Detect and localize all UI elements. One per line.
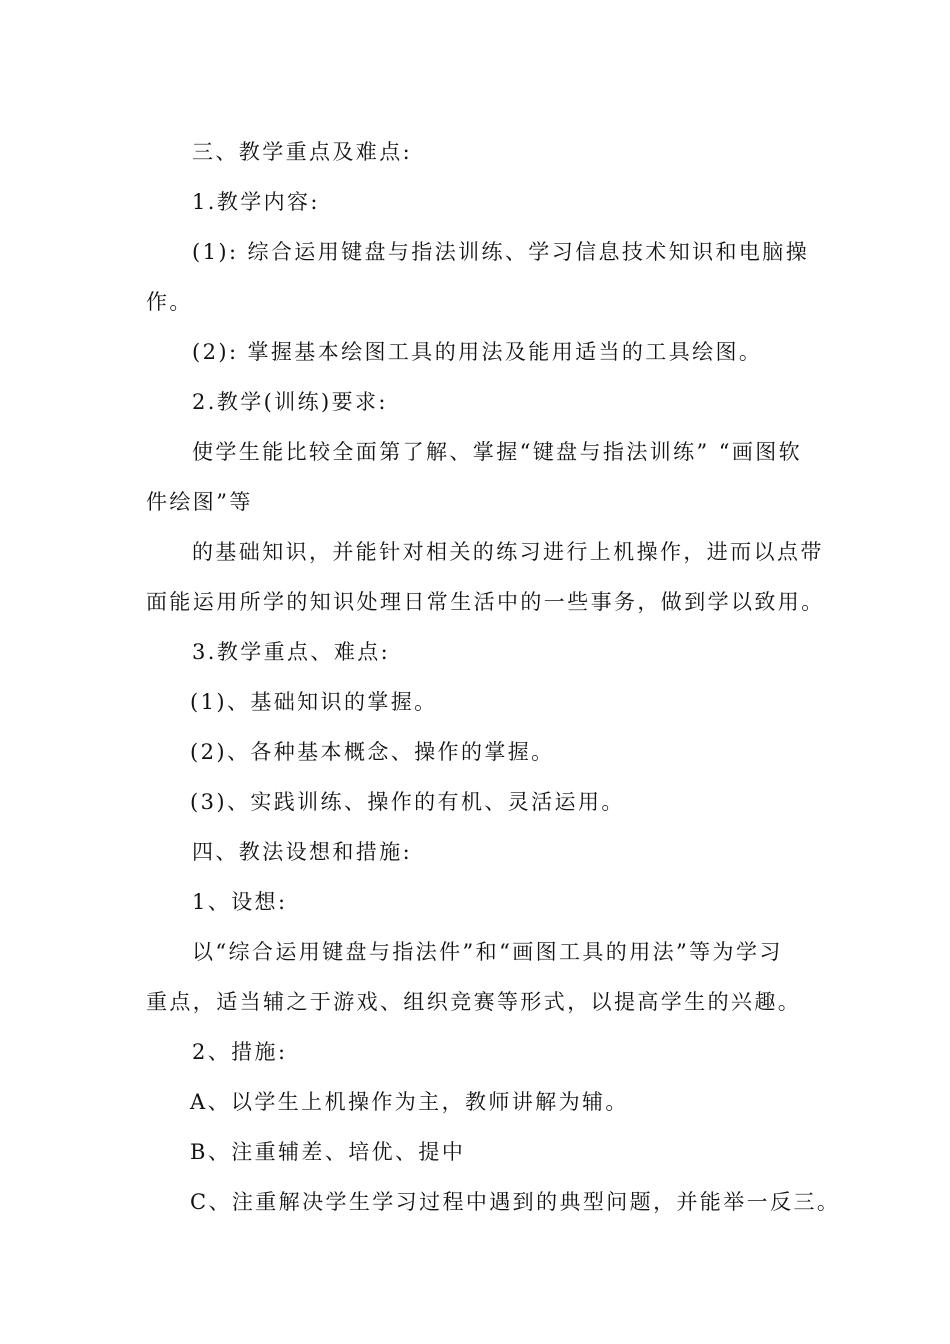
paragraph-line: 作。 xyxy=(146,290,193,314)
list-item: (1)、基础知识的掌握。 xyxy=(190,690,438,714)
paragraph-line: 面能运用所学的知识处理日常生活中的一些事务，做到学以致用。 xyxy=(146,590,825,614)
subheading-measures: 2、措施: xyxy=(192,1040,288,1064)
subheading-key-points: 3.教学重点、难点: xyxy=(192,640,391,664)
list-item: (3)、实践训练、操作的有机、灵活运用。 xyxy=(190,790,625,814)
paragraph-line: 的基础知识，并能针对相关的练习进行上机操作，进而以点带 xyxy=(192,540,824,564)
section-heading-4: 四、教法设想和措施: xyxy=(192,840,413,864)
list-item: C、注重解决学生学习过程中遇到的典型问题，并能举一反三。 xyxy=(190,1190,841,1214)
paragraph-line: 使学生能比较全面第了解、掌握“键盘与指法训练” “画图软 xyxy=(192,440,803,464)
subheading-teaching-requirements: 2.教学(训练)要求: xyxy=(192,390,388,414)
list-item: B、注重辅差、培优、提中 xyxy=(190,1140,466,1164)
subheading-ideas: 1、设想: xyxy=(192,890,288,914)
list-item: A、以学生上机操作为主，教师讲解为辅。 xyxy=(190,1090,629,1114)
paragraph-line: 以“综合运用键盘与指法件”和“画图工具的用法”等为学习 xyxy=(192,940,783,964)
section-heading-3: 三、教学重点及难点: xyxy=(192,140,413,164)
list-item: (2)、各种基本概念、操作的掌握。 xyxy=(190,740,555,764)
paragraph-line: 重点，适当辅之于游戏、组织竞赛等形式，以提高学生的兴趣。 xyxy=(146,990,802,1014)
paragraph-line: (1): 综合运用键盘与指法训练、学习信息技术知识和电脑操 xyxy=(192,240,810,264)
subheading-teaching-content: 1.教学内容: xyxy=(192,190,320,214)
paragraph-line: 件绘图”等 xyxy=(146,490,253,514)
paragraph-line: (2): 掌握基本绘图工具的用法及能用适当的工具绘图。 xyxy=(192,340,763,364)
